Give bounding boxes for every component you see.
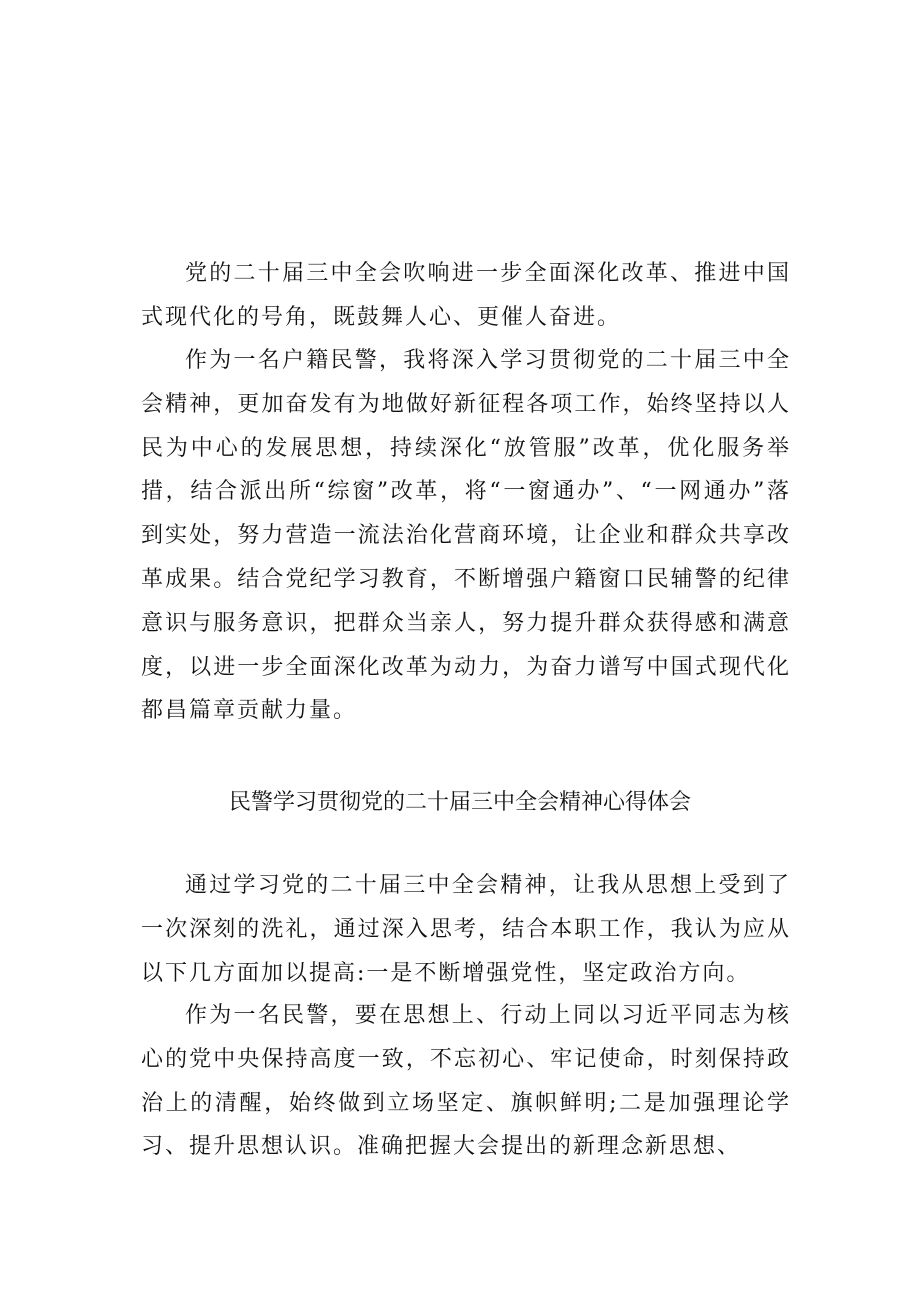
paragraph-study-reflection: 通过学习党的二十届三中全会精神，让我从思想上受到了一次深刻的洗礼，通过深入思考，结合本职工作，我认为应从以下几方面加以提高:一是不断增强党性，坚定政治方向。	[141, 873, 791, 986]
section-title: 民警学习贯彻党的二十届三中全会精神心得体会	[228, 790, 691, 815]
paragraph-household-police: 作为一名户籍民警，我将深入学习贯彻党的二十届三中全会精神，更加奋发有为地做好新征程各项工作，始终坚持以人民为中心的发展思想，持续深化“放管服”改革，优化服务举措，结合派出所“综窗”改革，将“一窗通办”、“一网通办”落到实处，努力营造一流法治化营商环境，让企业和群众共享改革成果。结合党纪学习教育，不断增强户籍窗口民辅警的纪律意识与服务意识，把群众当亲人，努力提升群众获得感和满意度，以进一步全面深化改革为动力，为奋力谱写中国式现代化都昌篇章贡献力量。	[141, 348, 791, 724]
paragraph-intro: 党的二十届三中全会吹响进一步全面深化改革、推进中国式现代化的号角，既鼓舞人心、更催人奋进。	[141, 261, 791, 330]
paragraph-police-duty: 作为一名民警，要在思想上、行动上同以习近平同志为核心的党中央保持高度一致，不忘初心、牢记使命，时刻保持政治上的清醒，始终做到立场坚定、旗帜鲜明;二是加强理论学习、提升思想认识。准确把握大会提出的新理念新思想、	[141, 1003, 791, 1160]
